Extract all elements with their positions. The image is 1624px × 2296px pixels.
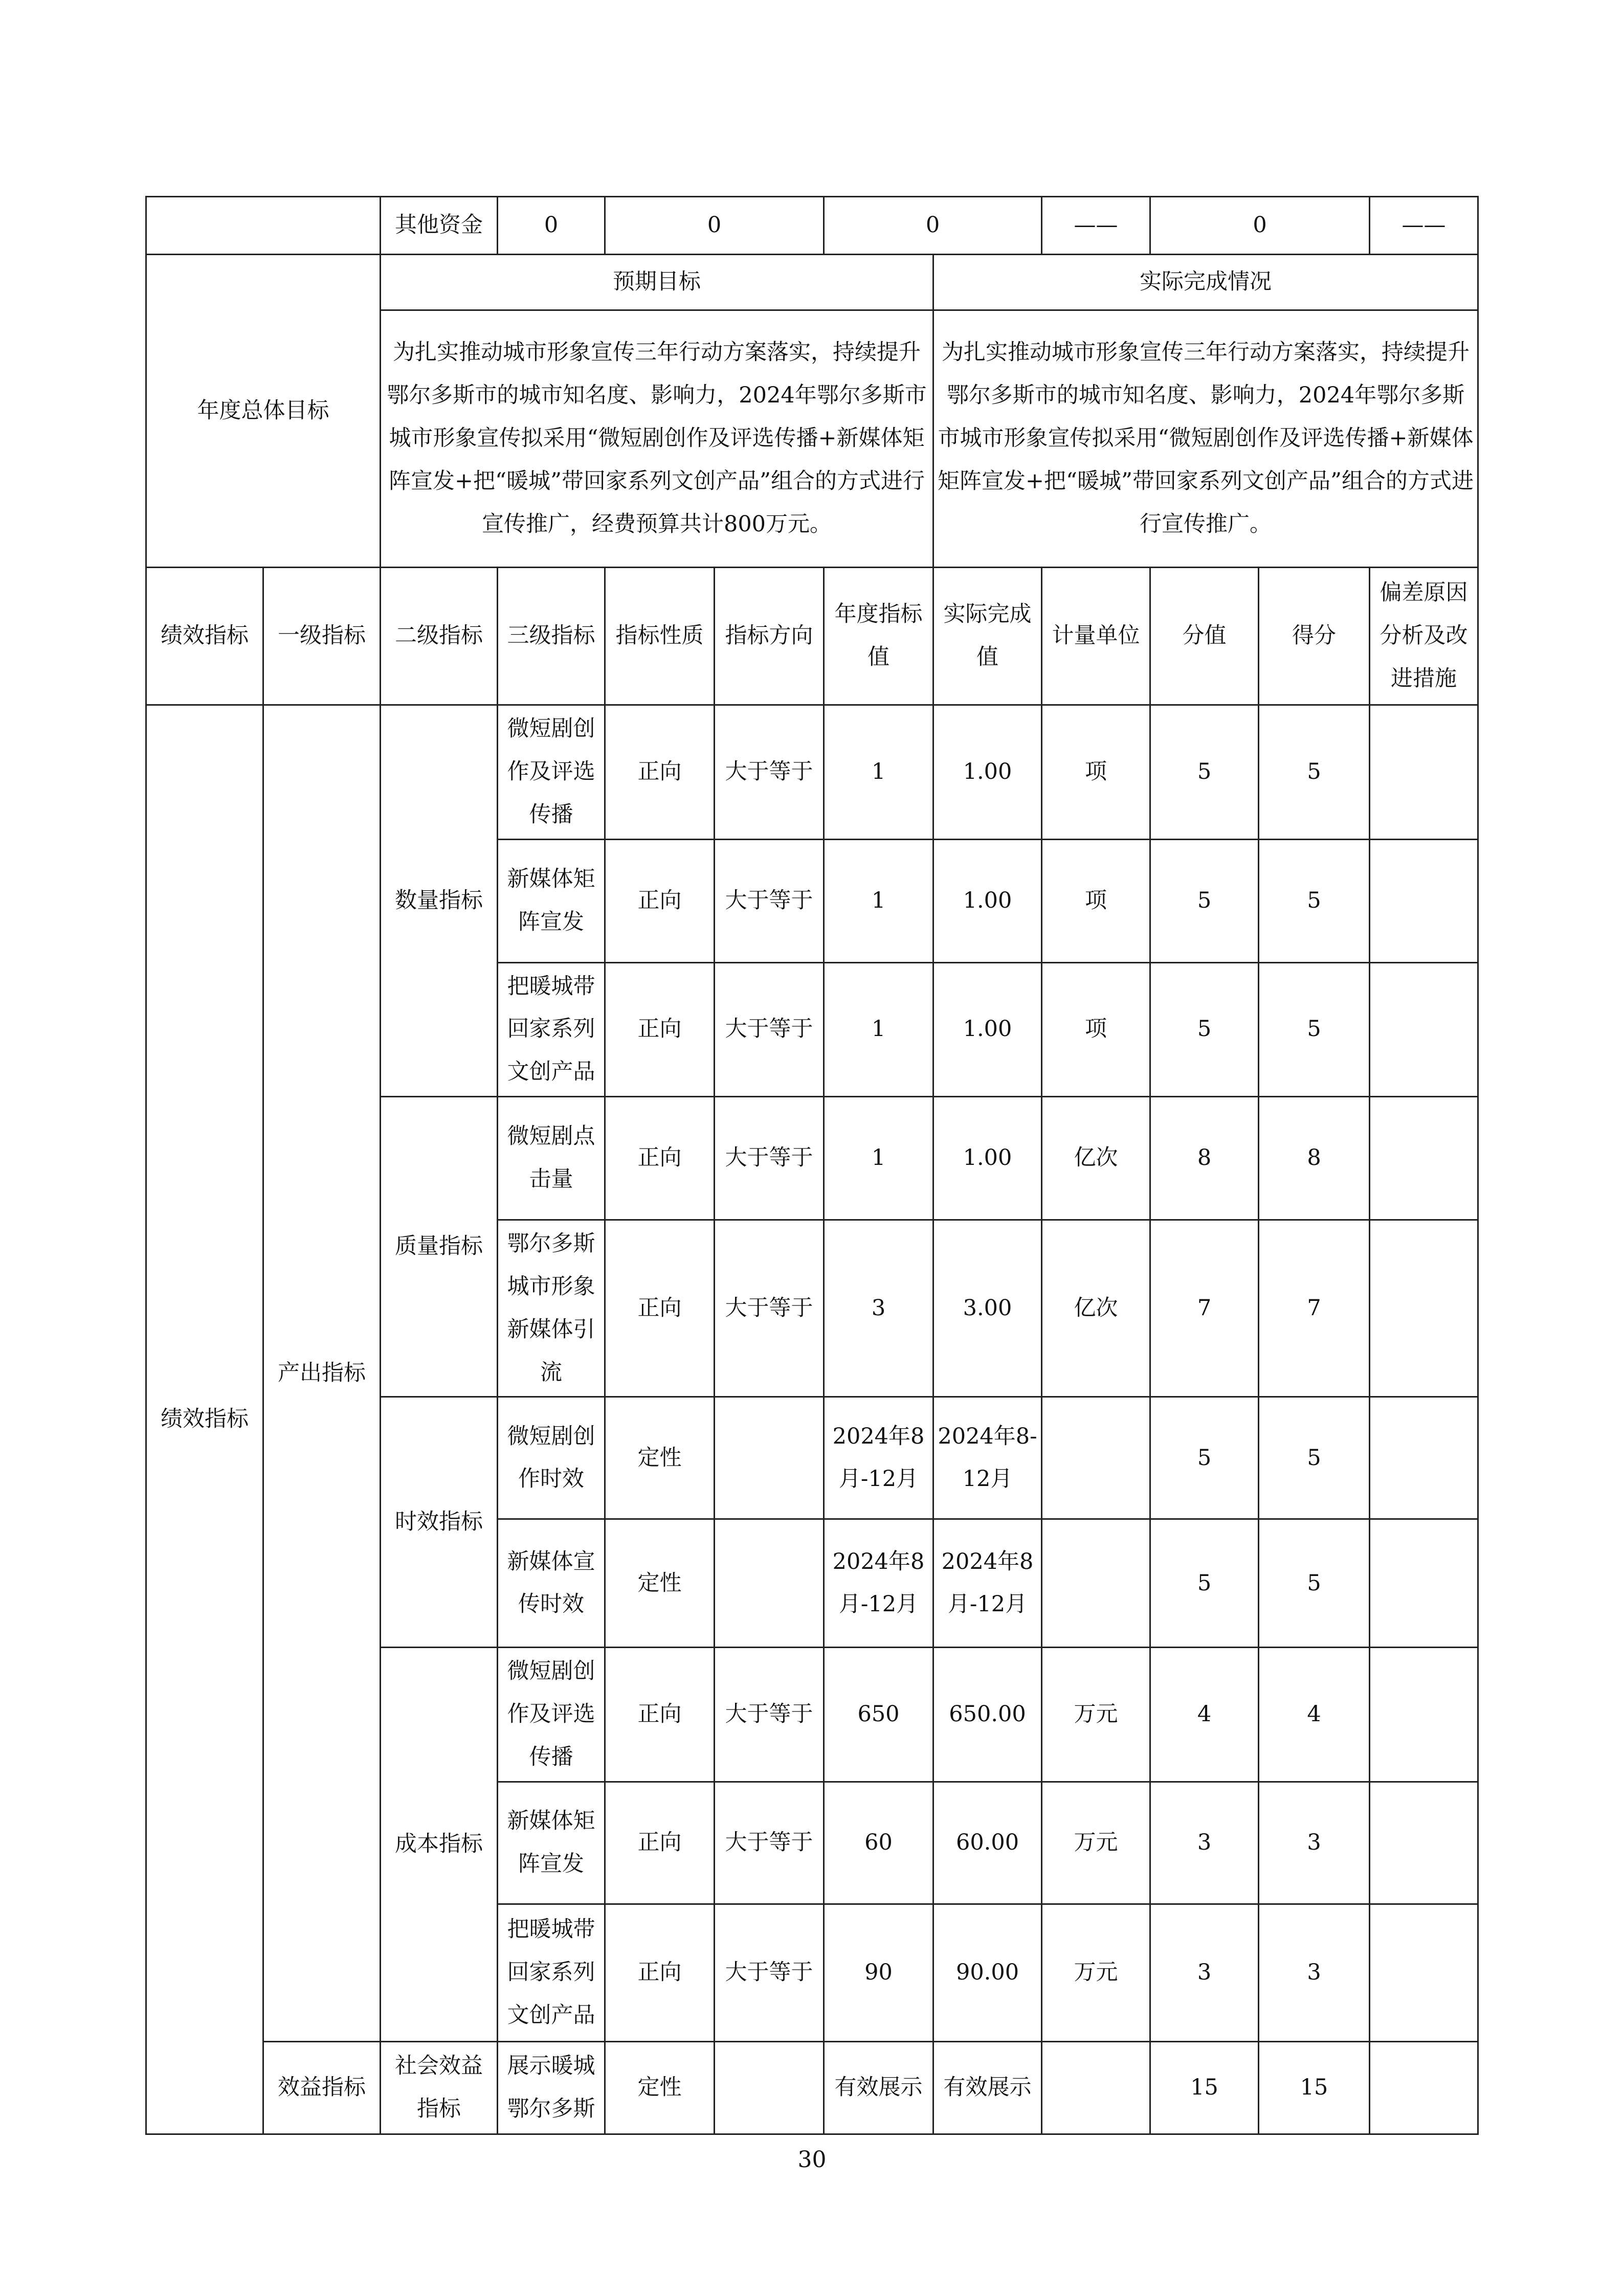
goal-actual-text: 为扎实推动城市形象宣传三年行动方案落实，持续提升鄂尔多斯市的城市知名度、影响力，2024年鄂尔多斯市城市形象宣传拟采用“微短剧创作及评选传播+新媒体矩阵宣发+把“暖城”带回家系列文创产品”组合的方式进行宣传推广。: [933, 310, 1478, 568]
indicator-unit: 亿次: [1042, 1097, 1150, 1220]
indicator-actual: 1.00: [933, 962, 1042, 1097]
goal-expected-text: 为扎实推动城市形象宣传三年行动方案落实，持续提升鄂尔多斯市的城市知名度、影响力，2024年鄂尔多斯市城市形象宣传拟采用“微短剧创作及评选传播+新媒体矩阵宣发+把“暖城”带回家系列文创产品”组合的方式进行宣传推广，经费预算共计800万元。: [381, 310, 933, 568]
indicator-direction: 大于等于: [715, 962, 824, 1097]
indicator-actual: 2024年8月-12月: [933, 1519, 1042, 1648]
fund-value-5: 0: [1150, 197, 1370, 255]
indicator-score-value: 5: [1150, 839, 1259, 962]
indicator-score-value: 15: [1150, 2041, 1259, 2134]
indicator-unit: 万元: [1042, 1648, 1150, 1782]
indicator-nature: 正向: [605, 839, 715, 962]
indicator-target: 1: [824, 962, 933, 1097]
indicator-direction: 大于等于: [715, 705, 824, 840]
indicator-target: 1: [824, 1097, 933, 1220]
indicator-name: 把暖城带回家系列文创产品: [498, 1904, 605, 2041]
indicator-unit: 项: [1042, 705, 1150, 840]
header-cell: 年度指标值: [824, 568, 933, 705]
indicator-name: 新媒体矩阵宣发: [498, 839, 605, 962]
indicator-deviation: [1370, 1397, 1478, 1519]
indicator-actual: 1.00: [933, 1097, 1042, 1220]
indicator-score-value: 3: [1150, 1782, 1259, 1904]
indicator-direction: 大于等于: [715, 1648, 824, 1782]
indicator-deviation: [1370, 1904, 1478, 2041]
indicator-name: 微短剧点击量: [498, 1097, 605, 1220]
fund-value-4: ——: [1042, 197, 1150, 255]
indicator-unit: [1042, 1519, 1150, 1648]
indicator-deviation: [1370, 839, 1478, 962]
indicator-name: 微短剧创作及评选传播: [498, 1648, 605, 1782]
indicator-target: 60: [824, 1782, 933, 1904]
indicator-name: 展示暖城鄂尔多斯: [498, 2041, 605, 2134]
indicator-actual: 90.00: [933, 1904, 1042, 2041]
indicator-nature: 正向: [605, 1220, 715, 1397]
indicator-score: 5: [1259, 839, 1370, 962]
group-social: 社会效益指标: [381, 2041, 498, 2134]
table-row: [146, 705, 1478, 840]
indicator-nature: 正向: [605, 962, 715, 1097]
indicator-score-value: 3: [1150, 1904, 1259, 2041]
indicator-unit: 万元: [1042, 1904, 1150, 2041]
group-quantity: 数量指标: [381, 705, 498, 1097]
indicator-score: 15: [1259, 2041, 1370, 2134]
indicator-score-value: 5: [1150, 962, 1259, 1097]
indicator-score: 7: [1259, 1220, 1370, 1397]
indicator-score: 5: [1259, 705, 1370, 840]
indicator-score-value: 5: [1150, 1397, 1259, 1519]
group-output: 产出指标: [263, 705, 381, 2042]
indicator-actual: 650.00: [933, 1648, 1042, 1782]
indicator-nature: 正向: [605, 1904, 715, 2041]
indicator-deviation: [1370, 1782, 1478, 1904]
indicator-target: 90: [824, 1904, 933, 2041]
indicator-score-value: 5: [1150, 705, 1259, 840]
header-cell: 三级指标: [498, 568, 605, 705]
indicator-unit: [1042, 1397, 1150, 1519]
indicator-name: 鄂尔多斯城市形象新媒体引流: [498, 1220, 605, 1397]
indicator-deviation: [1370, 1097, 1478, 1220]
header-cell: 绩效指标: [146, 568, 263, 705]
indicator-nature: 正向: [605, 1097, 715, 1220]
indicator-score-value: 5: [1150, 1519, 1259, 1648]
indicator-direction: 大于等于: [715, 1904, 824, 2041]
group-quality: 质量指标: [381, 1097, 498, 1397]
indicator-unit: 项: [1042, 839, 1150, 962]
goal-label: 年度总体目标: [146, 255, 381, 568]
indicator-unit: 亿次: [1042, 1220, 1150, 1397]
header-cell: 指标性质: [605, 568, 715, 705]
indicator-target: 3: [824, 1220, 933, 1397]
indicator-actual: 60.00: [933, 1782, 1042, 1904]
indicator-actual: 2024年8-12月: [933, 1397, 1042, 1519]
indicator-direction: 大于等于: [715, 839, 824, 962]
indicator-actual: 1.00: [933, 839, 1042, 962]
performance-table: [145, 196, 1479, 2135]
indicator-score: 4: [1259, 1648, 1370, 1782]
indicator-name: 微短剧创作时效: [498, 1397, 605, 1519]
indicator-nature: 正向: [605, 1648, 715, 1782]
indicator-score: 3: [1259, 1782, 1370, 1904]
fund-value-2: 0: [605, 197, 824, 255]
header-cell: 偏差原因分析及改进措施: [1370, 568, 1478, 705]
header-row: [146, 568, 1478, 705]
indicator-score: 8: [1259, 1097, 1370, 1220]
goal-actual-header: 实际完成情况: [933, 255, 1478, 310]
indicator-deviation: [1370, 705, 1478, 840]
fund-value-1: 0: [498, 197, 605, 255]
indicator-deviation: [1370, 1648, 1478, 1782]
indicator-direction: [715, 1519, 824, 1648]
group-timeliness: 时效指标: [381, 1397, 498, 1648]
fund-empty-cell: [146, 197, 381, 255]
indicator-deviation: [1370, 1220, 1478, 1397]
goal-expected-header: 预期目标: [381, 255, 933, 310]
fund-value-6: ——: [1370, 197, 1478, 255]
indicator-deviation: [1370, 2041, 1478, 2134]
header-cell: 一级指标: [263, 568, 381, 705]
page-number: 30: [797, 2147, 827, 2173]
goal-header-row: [146, 255, 1478, 310]
indicator-direction: 大于等于: [715, 1220, 824, 1397]
group-benefit: 效益指标: [263, 2041, 381, 2134]
group-perf: 绩效指标: [146, 705, 263, 2134]
fund-row: [146, 197, 1478, 255]
indicator-deviation: [1370, 1519, 1478, 1648]
indicator-target: 650: [824, 1648, 933, 1782]
indicator-score: 5: [1259, 962, 1370, 1097]
group-cost: 成本指标: [381, 1648, 498, 2042]
header-cell: 得分: [1259, 568, 1370, 705]
header-cell: 分值: [1150, 568, 1259, 705]
indicator-nature: 正向: [605, 1782, 715, 1904]
indicator-score-value: 7: [1150, 1220, 1259, 1397]
header-cell: 计量单位: [1042, 568, 1150, 705]
indicator-nature: 正向: [605, 705, 715, 840]
indicator-target: 1: [824, 839, 933, 962]
header-cell: 二级指标: [381, 568, 498, 705]
indicator-target: 2024年8月-12月: [824, 1519, 933, 1648]
indicator-score: 5: [1259, 1519, 1370, 1648]
header-cell: 指标方向: [715, 568, 824, 705]
indicator-nature: 定性: [605, 2041, 715, 2134]
indicator-nature: 定性: [605, 1519, 715, 1648]
indicator-score: 5: [1259, 1397, 1370, 1519]
indicator-direction: [715, 2041, 824, 2134]
indicator-name: 微短剧创作及评选传播: [498, 705, 605, 840]
indicator-target: 1: [824, 705, 933, 840]
indicator-direction: 大于等于: [715, 1097, 824, 1220]
header-cell: 实际完成值: [933, 568, 1042, 705]
indicator-unit: 项: [1042, 962, 1150, 1097]
indicator-direction: 大于等于: [715, 1782, 824, 1904]
indicator-unit: [1042, 2041, 1150, 2134]
table-row: [146, 2041, 1478, 2134]
fund-label: 其他资金: [381, 197, 498, 255]
indicator-target: 2024年8月-12月: [824, 1397, 933, 1519]
indicator-score-value: 4: [1150, 1648, 1259, 1782]
indicator-actual: 3.00: [933, 1220, 1042, 1397]
indicator-actual: 1.00: [933, 705, 1042, 840]
indicator-actual: 有效展示: [933, 2041, 1042, 2134]
indicator-nature: 定性: [605, 1397, 715, 1519]
indicator-deviation: [1370, 962, 1478, 1097]
indicator-name: 新媒体宣传时效: [498, 1519, 605, 1648]
indicator-direction: [715, 1397, 824, 1519]
indicator-score-value: 8: [1150, 1097, 1259, 1220]
indicator-target: 有效展示: [824, 2041, 933, 2134]
indicator-score: 3: [1259, 1904, 1370, 2041]
indicator-name: 新媒体矩阵宣发: [498, 1782, 605, 1904]
fund-value-3: 0: [824, 197, 1042, 255]
indicator-name: 把暖城带回家系列文创产品: [498, 962, 605, 1097]
indicator-unit: 万元: [1042, 1782, 1150, 1904]
